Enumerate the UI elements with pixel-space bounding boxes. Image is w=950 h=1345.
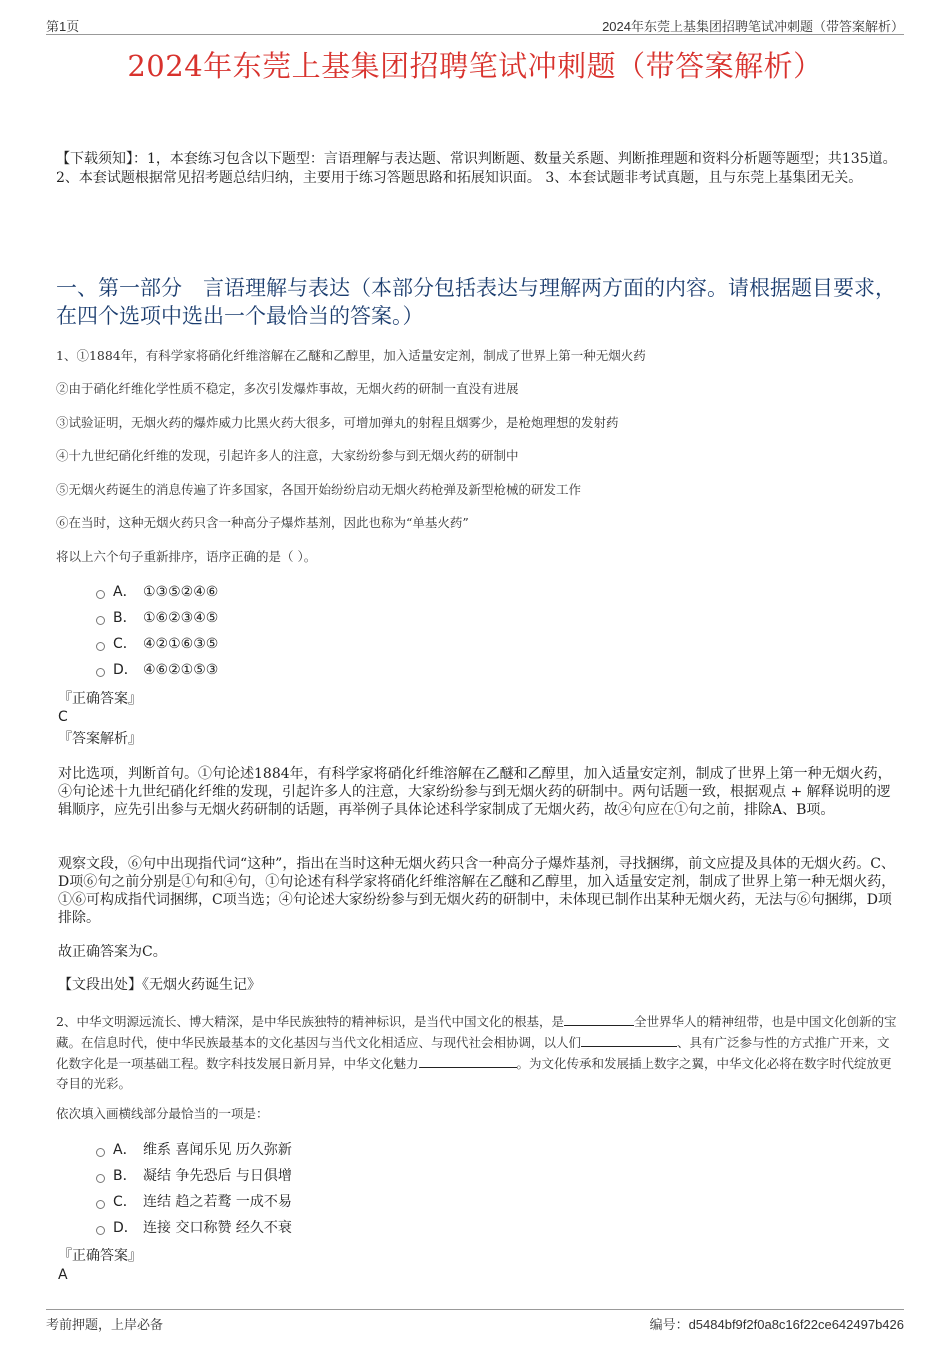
q1-analysis-paragraph-2: 观察文段，⑥句中出现指代词“这种”，指出在当时这种无烟火药只含一种高分子爆炸基剂，寻找捆绑，前文应提及具体的无烟火药。C、D项⑥句之前分别是①句和④句，①句论述有科学家将硝化纤维溶解在乙醚和乙醇里，加入适量安定剂，制成了世界上第一种无烟火药，①⑥可构成指代词捆绑，C项当选；④句论述大家纷纷参与到无烟火药的研制中，未体现已制作出某种无烟火药，无法与⑥句捆绑，D项排除。 xyxy=(58,856,896,926)
q2-answer-label: 『正确答案』 xyxy=(58,1248,142,1264)
q1-answer-label: 『正确答案』 xyxy=(58,691,142,707)
option-letter: B． xyxy=(113,610,137,626)
option-text: ①⑥②③④⑤ xyxy=(143,610,219,626)
footer-serial-number: 编号：d5484bf9f2f0a8c16f22ce642497b426 xyxy=(649,1317,904,1332)
blank-2 xyxy=(581,1032,677,1047)
q1-analysis-paragraph-3: 故正确答案为C。 xyxy=(58,944,167,960)
q1-answer: C xyxy=(58,709,68,725)
q1-sentence-6: ⑥在当时，这种无烟火药只含一种高分子爆炸基剂，因此也称为“单基火药” xyxy=(56,515,469,530)
q1-prompt: 将以上六个句子重新排序，语序正确的是（ ）。 xyxy=(56,549,317,564)
section-heading: 一、第一部分 言语理解与表达（本部分包括表达与理解两方面的内容。请根据题目要求，在四个选项中选出一个最恰当的答案。） xyxy=(56,276,896,328)
q1-source: 【文段出处】《无烟火药诞生记》 xyxy=(58,977,261,993)
q1-sentence-4: ④十九世纪硝化纤维的发现，引起许多人的注意，大家纷纷参与到无烟火药的研制中 xyxy=(56,448,519,463)
header-page-number: 第1页 xyxy=(46,19,80,34)
q2-passage-part-4: 。为文化传承和发展插上数字之翼，中华文化必将在数字时代绽放更夺目的光彩。 xyxy=(56,1056,892,1091)
q1-option-c[interactable] xyxy=(96,634,218,654)
q1-sentence-1: 1、①1884年，有科学家将硝化纤维溶解在乙醚和乙醇里，加入适量安定剂，制成了世界上第一种无烟火药 xyxy=(56,348,646,363)
q2-answer: A xyxy=(58,1267,68,1283)
radio-icon[interactable] xyxy=(96,668,105,677)
option-letter: C． xyxy=(113,1194,137,1210)
q2-passage-part-3: 、具有广泛参与性的方式推广开来，文化数字化是一项基础工程。数字科技发展日新月异，中华文化魅力 xyxy=(56,1035,890,1071)
header-rule xyxy=(46,34,904,35)
radio-icon[interactable] xyxy=(96,616,105,625)
option-text: 凝结 争先恐后 与日俱增 xyxy=(143,1168,292,1184)
q1-analysis-paragraph-1: 对比选项，判断首句。①句论述1884年，有科学家将硝化纤维溶解在乙醚和乙醇里，加入适量安定剂，制成了世界上第一种无烟火药，④句论述十九世纪硝化纤维的发现，引起许多人的注意，大家纷纷参与到无烟火药的研制中。两句话题一致，根据观点 + 解释说明的逻辑顺序，应先引出参与无烟火药研制的话题，再举例子具体论述科学家制成了无烟火药，故④句应在①句之前，排除A、B项。 xyxy=(58,766,892,818)
footer-rule xyxy=(46,1309,904,1310)
option-letter: D． xyxy=(113,662,138,678)
radio-icon[interactable] xyxy=(96,1226,105,1235)
page-title: 2024年东莞上基集团招聘笔试冲刺题（带答案解析） xyxy=(127,49,823,83)
q2-prompt: 依次填入画横线部分最恰当的一项是： xyxy=(56,1106,269,1121)
option-letter: A． xyxy=(113,584,137,600)
q2-option-c[interactable] xyxy=(96,1192,292,1212)
option-text: 连结 趋之若鹜 一成不易 xyxy=(143,1194,292,1210)
option-text: ④⑥②①⑤③ xyxy=(143,662,219,678)
q1-sentence-3: ③试验证明，无烟火药的爆炸威力比黑火药大很多，可增加弹丸的射程且烟雾少，是枪炮理想的发射药 xyxy=(56,415,619,430)
q1-option-a[interactable] xyxy=(96,582,218,602)
option-text: 连接 交口称赞 经久不衰 xyxy=(143,1220,292,1236)
radio-icon[interactable] xyxy=(96,642,105,651)
q1-option-d[interactable] xyxy=(96,660,218,680)
radio-icon[interactable] xyxy=(96,1200,105,1209)
option-letter: D． xyxy=(113,1220,138,1236)
q1-analysis-label: 『答案解析』 xyxy=(58,731,142,747)
blank-3 xyxy=(419,1053,517,1068)
option-text: ①③⑤②④⑥ xyxy=(143,584,219,600)
radio-icon[interactable] xyxy=(96,590,105,599)
radio-icon[interactable] xyxy=(96,1148,105,1157)
q2-passage xyxy=(56,1011,900,1094)
download-notice: 【下载须知】：1，本套练习包含以下题型：言语理解与表达题、常识判断题、数量关系题、判断推理题和资料分析题等题型；共135道。 2、本套试题根据常见招考题总结归纳，主要用于练习答题思路和拓展知识面。 3、本套试题非考试真题，且与东莞上基集团无关。 xyxy=(56,151,897,186)
q2-option-d[interactable] xyxy=(96,1218,292,1238)
q1-sentence-2: ②由于硝化纤维化学性质不稳定，多次引发爆炸事故，无烟火药的研制一直没有进展 xyxy=(56,381,519,396)
option-text: 维系 喜闻乐见 历久弥新 xyxy=(143,1142,292,1158)
option-letter: C． xyxy=(113,636,137,652)
option-letter: B． xyxy=(113,1168,137,1184)
blank-1 xyxy=(564,1011,634,1026)
q1-option-b[interactable] xyxy=(96,608,218,628)
q2-passage-part-2: 全世界华人的精神纽带，也是中国文化创新的宝藏。在信息时代，使中华民族最基本的文化基因与当代文化相适应、与现代社会相协调，以人们 xyxy=(56,1014,897,1050)
option-letter: A． xyxy=(113,1142,137,1158)
option-text: ④②①⑥③⑤ xyxy=(143,636,219,652)
q1-sentence-5: ⑤无烟火药诞生的消息传遍了许多国家，各国开始纷纷启动无烟火药枪弹及新型枪械的研发工作 xyxy=(56,482,582,497)
q2-passage-part-1: 2、中华文明源远流长、博大精深，是中华民族独特的精神标识，是当代中国文化的根基，是 xyxy=(56,1014,564,1029)
q2-option-b[interactable] xyxy=(96,1166,292,1186)
q2-option-a[interactable] xyxy=(96,1140,292,1160)
radio-icon[interactable] xyxy=(96,1174,105,1183)
header-doc-title: 2024年东莞上基集团招聘笔试冲刺题（带答案解析） xyxy=(602,19,904,34)
footer-slogan: 考前押题，上岸必备 xyxy=(46,1317,164,1332)
